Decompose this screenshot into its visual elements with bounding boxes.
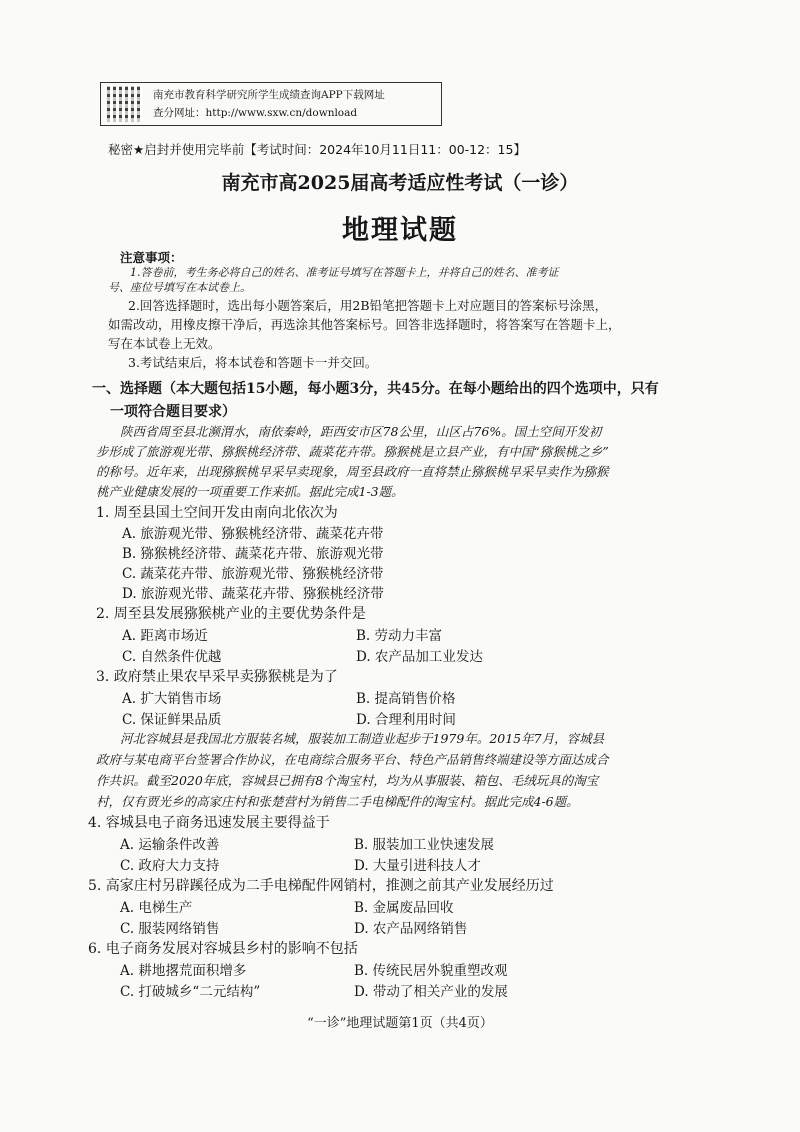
note-1a: 1.答卷前，考生务必将自己的姓名、准考证号填写在答题卡上，并将自己的姓名、准考证 bbox=[130, 266, 559, 279]
passage2-line: 政府与某电商平台签署合作协议，在电商综合服务平台、特色产品销售终端建设等方面达成合 bbox=[96, 752, 609, 767]
question-6-option-a: A. 耕地撂荒面积增多 bbox=[120, 963, 247, 979]
question-3-option-a: A. 扩大销售市场 bbox=[122, 691, 222, 707]
question-5-option-b: B. 金属废品回收 bbox=[354, 900, 454, 916]
exam-title: 南充市高2025届高考适应性考试（一诊） bbox=[221, 172, 579, 194]
question-4-stem: 4. 容城县电子商务迅速发展主要得益于 bbox=[88, 815, 330, 831]
question-6-option-c: C. 打破城乡“二元结构” bbox=[120, 984, 261, 1000]
question-2-stem: 2. 周至县发展猕猴桃产业的主要优势条件是 bbox=[96, 606, 366, 622]
question-2-option-a: A. 距离市场近 bbox=[122, 628, 208, 644]
section1-heading-cont: 一项符合题目要求） bbox=[110, 404, 236, 420]
question-2-option-c: C. 自然条件优越 bbox=[122, 649, 222, 665]
section1-heading: 一、选择题（本大题包括15小题，每小题3分，共45分。在每小题给出的四个选项中，只有 bbox=[92, 381, 659, 397]
question-5-stem: 5. 高家庄村另辟蹊径成为二手电梯配件网销村，推测之前其产业发展经历过 bbox=[88, 878, 554, 894]
question-4-option-a: A. 运输条件改善 bbox=[120, 837, 220, 853]
passage1-line: 的称号。近年来，出现猕猴桃早采早卖现象，周至县政府一直将禁止猕猴桃早采早卖作为猕猴 bbox=[96, 464, 609, 479]
question-5-option-c: C. 服装网络销售 bbox=[120, 921, 220, 937]
question-5-option-a: A. 电梯生产 bbox=[120, 900, 193, 916]
question-4-option-d: D. 大量引进科技人才 bbox=[354, 858, 481, 874]
passage2-line: 河北容城县是我国北方服装名城，服装加工制造业起步于1979年。2015年7月，容城县 bbox=[120, 731, 605, 746]
question-3-option-b: B. 提高销售价格 bbox=[356, 691, 456, 707]
question-4-option-c: C. 政府大力支持 bbox=[120, 858, 220, 874]
passage2-line: 作共识。截至2020年底，容城县已拥有8个淘宝村，均为从事服装、箱包、毛绒玩具的淘宝 bbox=[96, 773, 599, 788]
question-6-stem: 6. 电子商务发展对容城县乡村的影响不包括 bbox=[88, 941, 358, 957]
passage1-line: 桃产业健康发展的一项重要工作来抓。据此完成1-3题。 bbox=[96, 484, 404, 499]
question-2-option-b: B. 劳动力丰富 bbox=[356, 628, 443, 644]
question-1-option-d: D. 旅游观光带、蔬菜花卉带、猕猴桃经济带 bbox=[122, 586, 384, 602]
download-info-box bbox=[100, 82, 442, 126]
page-footer: “一诊”地理试题第1页（共4页） bbox=[307, 1016, 493, 1031]
question-1-option-c: C. 蔬菜花卉带、旅游观光带、猕猴桃经济带 bbox=[122, 566, 384, 582]
question-4-option-b: B. 服装加工业快速发展 bbox=[354, 837, 495, 853]
subject-title: 地理试题 bbox=[342, 215, 458, 246]
question-3-option-d: D. 合理利用时间 bbox=[356, 712, 456, 728]
question-5-option-d: D. 农产品网络销售 bbox=[354, 921, 468, 937]
notes-heading: 注意事项： bbox=[120, 250, 183, 265]
download-app-text: 南充市教育科学研究所学生成绩查询APP下载网址 bbox=[153, 89, 385, 101]
passage1-line: 陕西省周至县北濒渭水，南依秦岭，距西安市区78公里，山区占76%。国土空间开发初 bbox=[120, 424, 602, 439]
question-6-option-b: B. 传统民居外貌重塑改观 bbox=[354, 963, 508, 979]
exam-time-line: 秘密★启封并使用完毕前【考试时间：2024年10月11日11：00-12：15】 bbox=[108, 142, 526, 157]
download-url-text: 查分网址：http://www.sxw.cn/download bbox=[153, 107, 358, 119]
question-1-option-a: A. 旅游观光带、猕猴桃经济带、蔬菜花卉带 bbox=[122, 526, 384, 542]
question-1-stem: 1. 周至县国土空间开发由南向北依次为 bbox=[96, 505, 338, 521]
passage2-line: 村，仅有贾光乡的高家庄村和张楚营村为销售二手电梯配件的淘宝村。据此完成4-6题。 bbox=[96, 794, 579, 809]
qr-code-icon bbox=[107, 86, 143, 122]
passage1-line: 步形成了旅游观光带、猕猴桃经济带、蔬菜花卉带。猕猴桃是立县产业，有中国“猕猴桃之乡” bbox=[96, 444, 609, 459]
note-2b: 如需改动，用橡皮擦干净后，再选涂其他答案标号。回答非选择题时，将答案写在答题卡上， bbox=[108, 317, 621, 332]
question-3-option-c: C. 保证鲜果品质 bbox=[122, 712, 222, 728]
note-2c: 写在本试卷上无效。 bbox=[108, 336, 221, 351]
question-2-option-d: D. 农产品加工业发达 bbox=[356, 649, 483, 665]
question-1-option-b: B. 猕猴桃经济带、蔬菜花卉带、旅游观光带 bbox=[122, 546, 384, 562]
question-3-stem: 3. 政府禁止果农早采早卖猕猴桃是为了 bbox=[96, 669, 338, 685]
note-2a: 2.回答选择题时，选出每小题答案后，用2B铅笔把答题卡上对应题目的答案标号涂黑， bbox=[128, 298, 608, 313]
note-1b: 号、座位号填写在本试卷上。 bbox=[108, 281, 251, 294]
note-3: 3.考试结束后，将本试卷和答题卡一并交回。 bbox=[128, 355, 378, 370]
question-6-option-d: D. 带动了相关产业的发展 bbox=[354, 984, 508, 1000]
